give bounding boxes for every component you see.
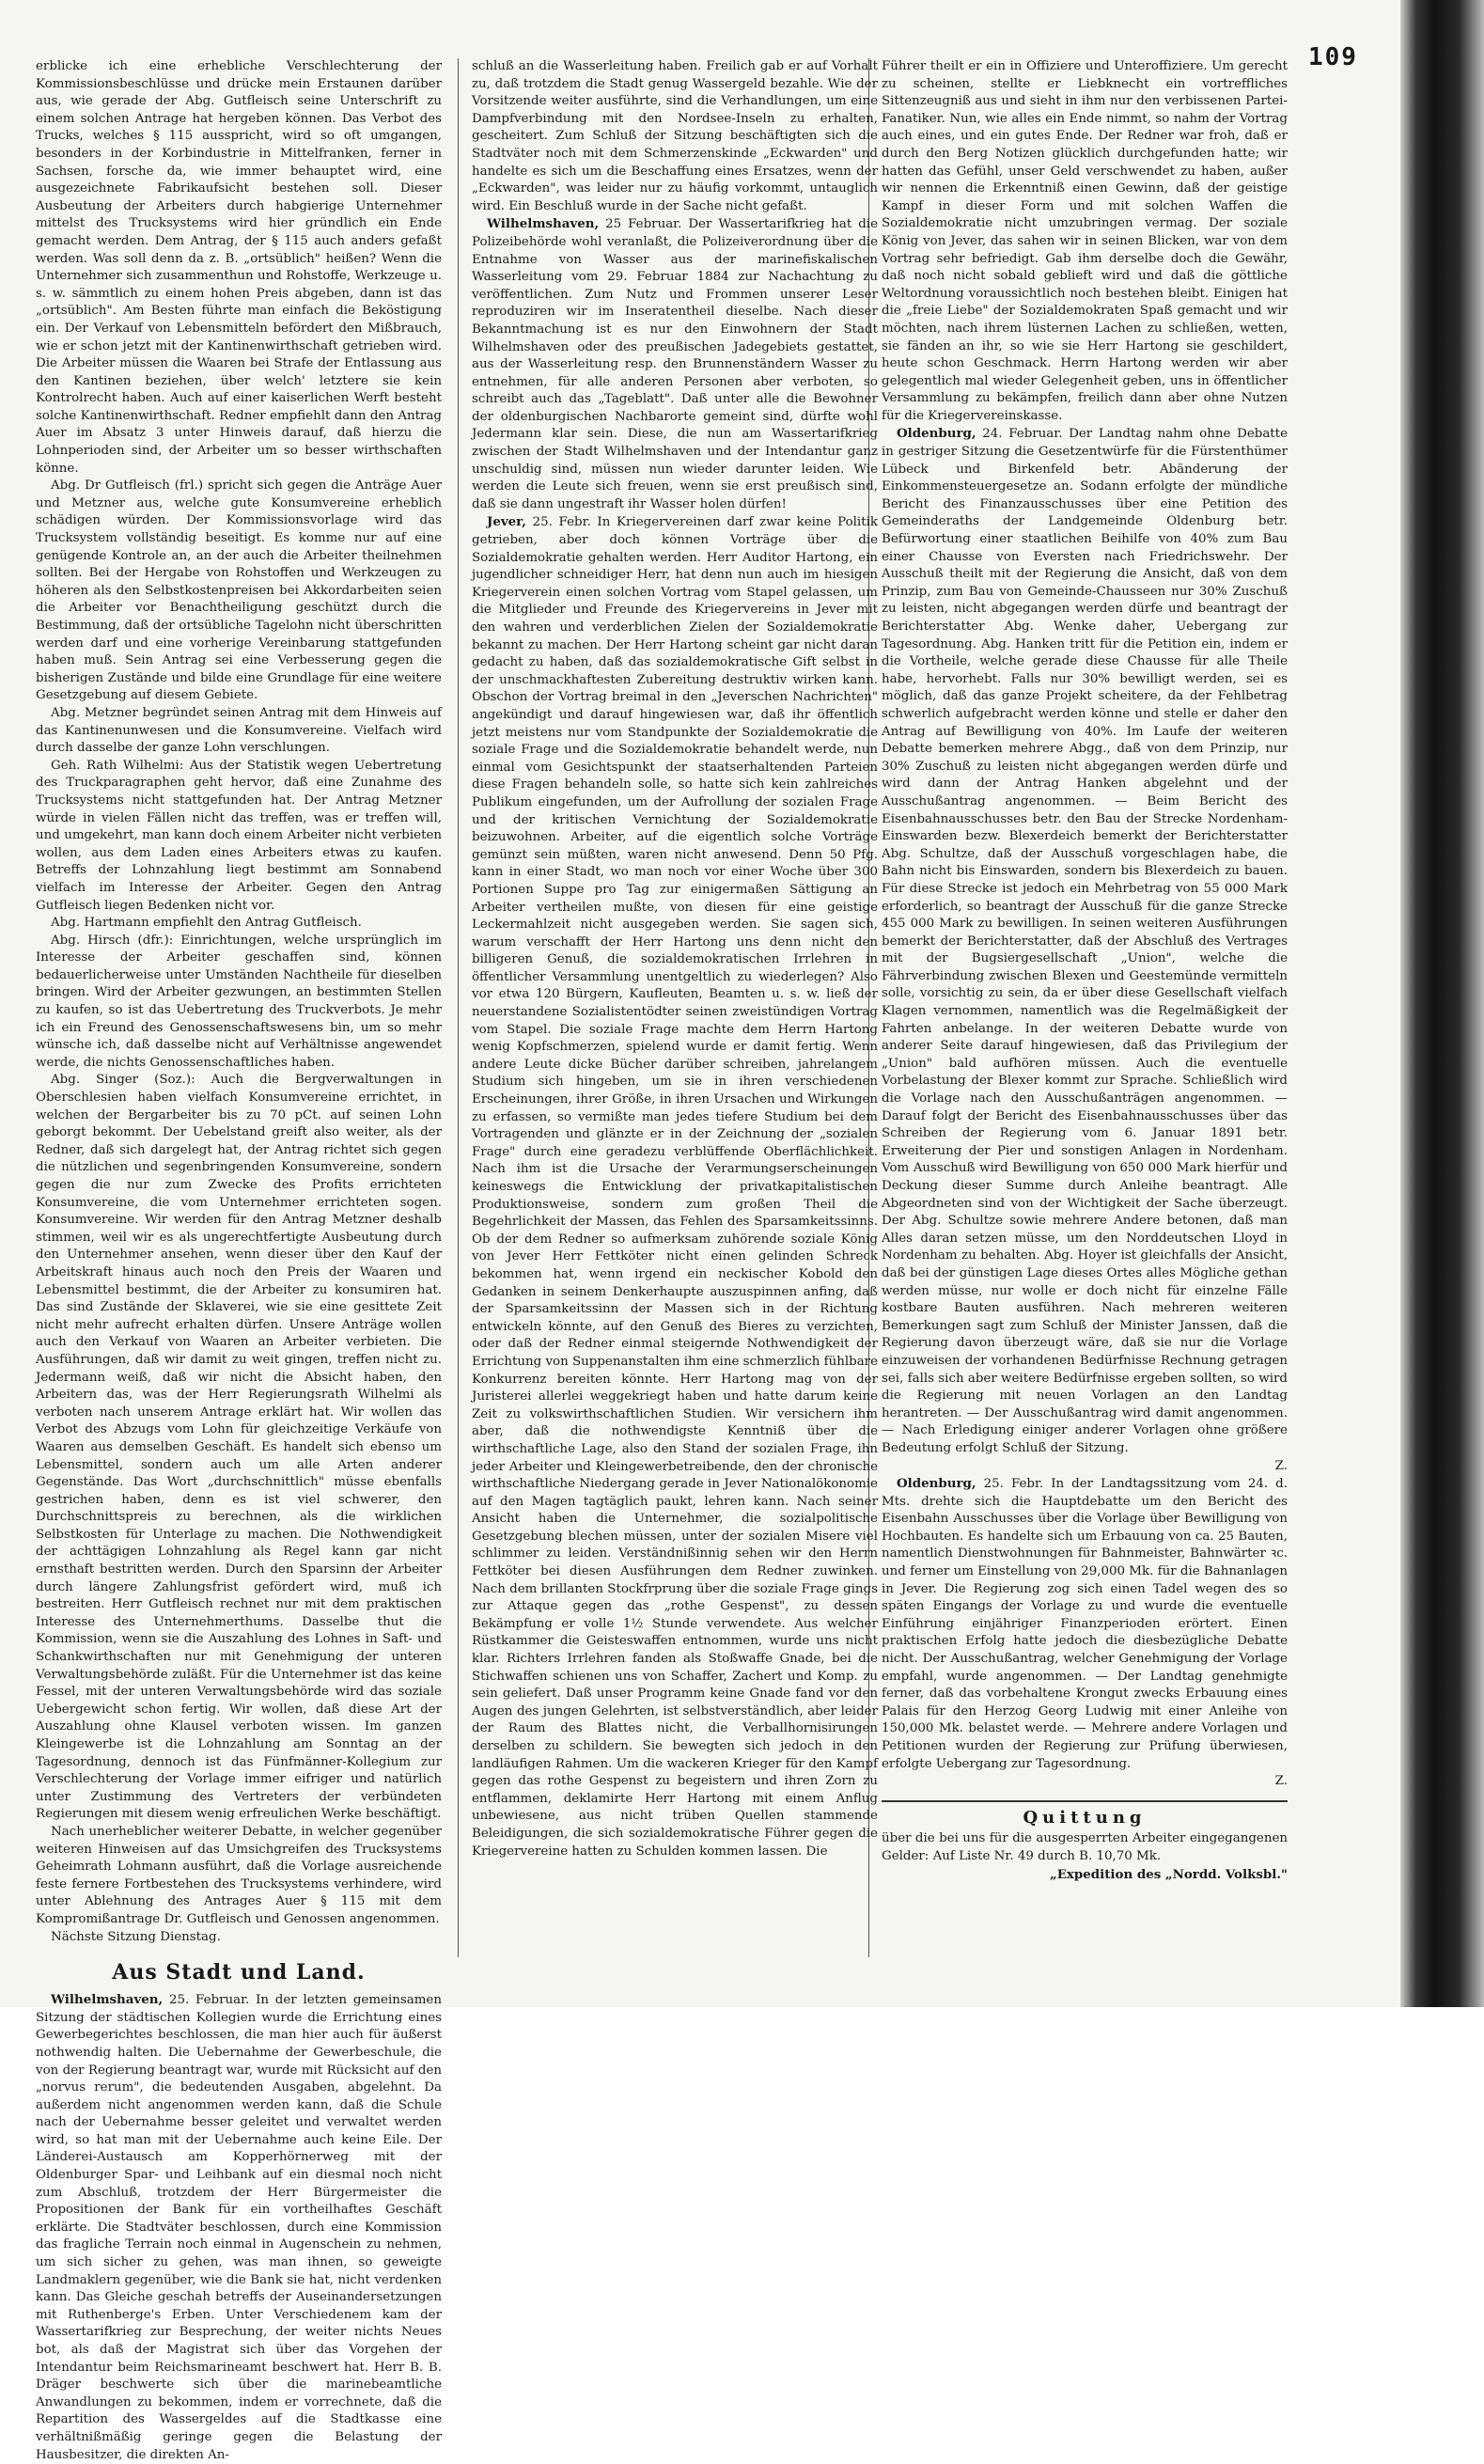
paragraph: erblicke ich eine erhebliche Verschlechterung der Kommissionsbeschlüsse und drücke mein Erstaunen darüber aus, wie gerade der Abg. Gutfleisch seine Unterschrift zu einem solchen Antrage hat hergeben können. Das Verbot des Trucks, welches § 115 ausspricht, wird so oft umgangen, besonders in der Korbindustrie in Mittelfranken, ferner in Sachsen, forsche da, wie immer behauptet wird, eine ausgezeichnete Fabrikaufsicht bestehen soll. Dieser Ausbeutung der Arbeiters durch habgierige Unternehmer mittelst des Trucksystems wird hier gründlich ein Ende gemacht werden. Dem Antrag, der § 115 auch anders gefaßt werden. Was soll denn da z. B. „ortsüblich" heißen? Wenn die Unternehmer sich zusammenthun und Rohstoffe, Werkzeuge u. s. w. sämmtlich zu einem hohen Preis abgeben, dann ist das „ortsüblich". Am Besten führte man einfach die Beköstigung ein. Der Verkauf von Lebensmitteln befördert den Mißbrauch, wie er schon jetzt mit der Kantinenwirthschaft getrieben wird. Die Arbeiter müssen die Waaren bei Strafe der Entlassung aus den Kantinen beziehen, über welch' letztere sie kein Kontrolrecht haben. Auch auf einer kaiserlichen Werft besteht solche Kantinenwirthschaft. Redner empfiehlt dann den Antrag Auer im Absatz 3 unter Hinweis darauf, daß hierzu die Lohnperioden sind, der Arbeiter um so besser wirthschaften könne.: [36, 59, 442, 476]
news-text: 25. Febr. In der Landtagssitzung vom 24. d. Mts. drehte sich die Hauptdebatte um den Bericht des Eisenbahn Ausschusses über die Vorlage über Bewilligung von Hochbauten. Es handelte sich um Erbauung von ca. 25 Bauten, namentlich Dienstwohnungen für Bahnmeister, Bahnwärter ꝛc. und ferner um Einstellung von 29,000 Mk. für die Bahnanlagen in Jever. Die Regierung zog sich einen Tadel wegen des so späten Eingangs der Vorlage zu und wurde die eventuelle Einführung einjähriger Finanzperioden erörtert. Einen praktischen Erfolg hatte jedoch die diesbezügliche Debatte nicht. Der Ausschußantrag, welcher Genehmigung der Vorlage empfahl, wurde angenommen. — Der Landtag genehmigte ferner, daß das vorbehaltene Krongut zwecks Erbauung eines Palais für den Herzog Georg Ludwig mit einer Anleihe von 150,000 Mk. belastet werde. — Mehrere andere Vorlagen und Petitionen wurden der Regierung zur Prüfung überwiesen, erfolgte Uebergang zur Tagesordnung.: [882, 1477, 1288, 1771]
news-item: [882, 425, 1288, 1457]
paragraph: Abg. Hartmann empfiehlt den Antrag Gutfleisch.: [51, 916, 362, 931]
section-heading: Aus Stadt und Land.: [112, 1960, 366, 1985]
paragraph: Nächste Sitzung Dienstag.: [51, 1929, 221, 1944]
dateline-place: Oldenburg,: [897, 1476, 976, 1492]
news-text: 25. Februar. In der letzten gemeinsamen Sitzung der städtischen Kollegien wurde die Errichtung eines Gewerbegerichtes beschlossen, die man hier auch für äußerst nothwendig halten. Die Uebernahme der Gewerbeschule, die von der Regierung beantragt war, wurde mit Rücksicht auf den „norvus rerum", die bedeutenden Ausgaben, abgelehnt. Da außerdem nicht angenommen werden kann, daß die Schule nach der Uebernahme besser geleitet und verwaltet werden wird, so hat man mit der Uebernahme auch keine Eile. Der Länderei-Austausch am Kopperhörnerweg mit der Oldenburger Spar- und Leihbank auf ein diesmal noch nicht zum Abschluß, trotzdem der Herr Bürgermeister die Propositionen der Bank für ein vortheilhaftes Geschäft erklärte. Die Stadtväter beschlossen, durch eine Kommission das fragliche Terrain noch einmal in Augenschein zu nehmen, um sich sicher zu gehen, was man ihnen, so geweigte Landmaklern gegenüber, wie die Bank sie hat, nicht verdenken kann. Das Gleiche geschah betreffs der Auseinandersetzungen mit Ruthenberge's Erben. Unter Verschiedenem kam der Wassertarifkrieg zur Besprechung, der weiter nichts Neues bot, als daß der Magistrat sich über das Vorgehen der Intendantur beim Reichsmarineamt beschwert hat. Herr B. B. Dräger beschwerte sich über die marinebeamtliche Anwandlungen zu bekommen, indem er vorrechnete, daß die Repartition des Wassergeldes auf die Stadtkasse eine verhältnißmäßig geringe gegen die Belastung der Hausbesitzer, die direkten An-: [36, 1993, 442, 2462]
news-text: 25 Februar. Der Wassertarifkrieg hat die Polizeibehörde wohl veranlaßt, die Polizeiverordnung über die Entnahme von Wasser aus der marinefiskalischen Wasserleitung vom 29. Februar 1884 zur Nachachtung zu veröffentlichen. Zum Nutz und Frommen unserer Leser reproduziren wir im Inseratentheil dieselbe. Nach dieser Bekanntmachung ist es nur den Einwohnern der Stadt Wilhelmshaven oder des preußischen Jadegebiets gestattet, aus der Wasserleitung resp. den Brunnenständern Wasser zu entnehmen, für alle anderen Personen aber verboten, so schreibt auch das „Tageblatt". Daß unter alle die Bewohner der oldenburgischen Nachbarorte gemeint sind, dürfte wohl Jedermann klar sein. Diese, die nun am Wassertarifkrieg zwischen der Stadt Wilhelmshaven und der Intendantur ganz unschuldig sind, müssen nun wieder darunter leiden. Wie werden die Leute sich freuen, wenn sie erst preußisch sind, daß sie dann ungestraft ihr Wasser holen dürfen!: [472, 217, 878, 511]
news-item: [36, 1991, 442, 2464]
paragraph: Abg. Singer (Soz.): Auch die Bergverwaltungen in Oberschlesien haben vielfach Konsumvereine errichtet, in welchen der Bergarbeiter bis zu 70 pCt. auf seinen Lohn geborgt bekommt. Der Uebelstand greift also weiter, als der Redner, daß sich dargelegt hat, der Antrag richtet sich gegen die nützlichen und segenbringenden Konsumvereine, sondern gegen die nur zum Zwecke des Profits errichteten Konsumvereine, die vom Unternehmer errichteten sogen. Konsumvereine. Wir werden für den Antrag Metzner deshalb stimmen, weil wir es als ungerechtfertigte Ausbeutung durch den Unternehmer ansehen, wenn dieser über den Kauf der Arbeitskraft hinaus auch noch den Preis der Waaren und Lebensmittel bestimmt, die der Arbeiter zu konsumiren hat. Das sind Zustände der Sklaverei, wie sie eine gesittete Zeit nicht mehr aufrecht erhalten dürfen. Unsere Anträge wollen auch den Verkauf von Waaren an Arbeiter verbieten. Die Ausführungen, daß wir damit zu weit gingen, treffen nicht zu. Jedermann weiß, daß wir nicht die Absicht haben, den Arbeitern das, was der Herr Regierungsrath Wilhelmi als verboten nach unserem Antrage erklärt hat. Wir wollen das Verbot des Abzugs vom Lohn für gleichzeitige Verkäufe von Waaren aus demselben Geschäft. Es handelt sich ebenso um Lebensmittel, sondern auch um alle Arten anderer Gegenstände. Das Wort „durchschnittlich" müsse ebenfalls gestrichen haben, denn es ist viel schwerer, den Durchschnittspreis zu berechnen, als die wirklichen Selbstkosten für Unterlage zu machen. Die Nothwendigkeit der achttägigen Lohnzahlung als Regel kann gar nicht ernsthaft bestritten werden. Durch den Sparsinn der Arbeiter durch längere Zahlungsfrist gefördert wird, muß ich bestreiten. Herr Gutfleisch rechnet nur mit dem praktischen Interesse des Unternehmerthums. Dasselbe thut die Kommission, wenn sie die Auszahlung des Lohnes in Saft- und Schankwirthschaften nur mit Genehmigung der unteren Verwaltungsbehörde zuläßt. Für die Unternehmer ist das keine Fessel, mit der unteren Verwaltungsbehörde wird das soziale Uebergewicht schon fertig. Wir wollen, daß diese Art der Auszahlung ohne Klausel verboten wissen. Im ganzen Kleingewerbe ist die Lohnzahlung am Sonntag an der Tagesordnung, dennoch ist das Fünfmänner-Kollegium zur Verschlechterung der Vorlage immer eifriger und natürlich unter Zustimmung des Vertreters der verbündeten Regierungen mit diesem wenig erfreulichen Werke beschäftigt.: [36, 1073, 442, 1822]
dateline-place: Wilhelmshaven,: [487, 216, 600, 232]
dateline-place: Wilhelmshaven,: [51, 1992, 164, 2008]
column-3: [882, 58, 1288, 1967]
column-divider: [458, 58, 459, 1957]
paragraph: schluß an die Wasserleitung haben. Freilich gab er auf Vorhalt zu, daß trotzdem die Stadt genug Wassergeld bezahle. Wie der Vorsitzende weiter ausführte, sind die Verhandlungen, um eine Dampfverbindung mit den Nordsee-Inseln zu erhalten, gescheitert. Zum Schluß der Sitzung beschäftigten sich die Stadtväter noch mit dem Schmerzenskinde „Eckwarden" und handelte es sich um die Beschaffung eines Ersatzes, wenn der „Eckwarden", was leider nur zu häufig vorkommt, untauglich wird. Ein Beschluß wurde in der Sache nicht gefaßt.: [472, 59, 878, 213]
book-binding-edge: [1400, 0, 1484, 2007]
news-text: 25. Febr. In Kriegervereinen darf zwar keine Politik getrieben, aber doch können Vorträge über die Sozialdemokratie gehalten werden. Herr Auditor Hartong, ein jugendlicher schneidiger Herr, hat denn nun auch im hiesigen Kriegerverein einen solchen Vortrag vom Stapel gelassen, um die Mitglieder und Freunde des Kriegervereins in Jever mit den wahren und verderblichen Zielen der Sozialdemokratie bekannt zu machen. Der Herr Hartong scheint gar nicht daran gedacht zu haben, daß das sozialdemokratische Gift selbst in der unschmackhaftesten Zubereitung destruktiv wirken kann. Obschon der Vortrag breimal in den „Jeverschen Nachrichten" angekündigt und darauf hingewiesen war, daß ihr öffentlich jetzt meistens nur vom Standpunkte der Sozialdemokratie die soziale Frage und die Sozialdemokratie behandelt werde, nun einmal vom Gesichtspunkt der staatserhaltenden Parteien diese Fragen behandeln solle, so hatte sich kein zahlreiches Publikum eingefunden, um der Aufrollung der sozialen Frage und der kritischen Vernichtung der Sozialdemokratie beizuwohnen. Arbeiter, auf die eigentlich solche Vorträge gemünzt sein müßten, waren nicht anwesend. Denn 50 Pfg. kann in einer Stadt, wo man noch vor einer Woche über 300 Portionen Suppe pro Tag zur einigermaßen Sättigung an Arbeiter vertheilen mußte, von diesen für eine geistige Leckermahlzeit nicht ausgegeben werden. Sie sagen sich, warum verschafft der Herr Hartong uns denn nicht den billigeren Genuß, die sozialdemokratischen Irrlehren in öffentlicher Versammlung unentgeltlich zu wiederlegen? Also vor etwa 120 Bürgern, Kaufleuten, Beamten u. s. w. ließ der neuerstandene Sozialistentödter seinen zweistündigen Vortrag vom Stapel. Die soziale Frage machte dem Herrn Hartong wenig Kopfschmerzen, spielend wurde er damit fertig. Wenn andere Leute dicke Bücher darüber schreiben, jahrelangem Studium sich hingeben, um sie in ihren verschiedenen Erscheinungen, ihrer Größe, in ihren Ursachen und Wirkungen zu erfassen, so vermißte man jedes tiefere Studium bei dem Vortragenden und glänzte er in der Zeichnung der „sozialen Frage" durch eine geradezu verblüffende Oberflächlichkeit. Nach ihm ist die Ursache der Verarmungserscheinungen keineswegs die Entwicklung der privatkapitalistischen Produktionsweise, sondern zum großen Theil die Begehrlichkeit der Massen, das Fehlen des Sparsamkeitssinns. Ob der dem Redner so aufmerksam zuhörende soziale König von Jever Herr Fettköter nicht einen gelinden Schreck bekommen hat, wenn irgend ein neckischer Kobold den Gedanken in seinem Denkerhaupte auszuspinnen anfing, daß der Sparsamkeitssinn der Massen sich in der Richtung entwickeln könnte, auf den Genuß des Bieres zu verzichten, oder daß der Redner einmal steigernde Nothwendigkeit der Errichtung von Suppenanstalten ihm eine schmerzlich fühlbare Konkurrenz bereiten könnte. Herr Hartong mag von der Juristerei allerlei weggekriegt haben und hatte darum keine Zeit zu volkswirthschaftlichen Studien. Wir versichern ihm aber, daß die nothwendigste Kenntniß über die wirthschaftliche Lage, also den Stand der sozialen Frage, ihn jeder Arbeiter und Kleingewerbetreibende, den der chronische wirthschaftliche Niedergang gerade in Jever Nationalökonomie auf den Magen tagtäglich paukt, lehren kann. Nach seiner Ansicht haben die Unternehmer, die sozialpolitische Gesetzgebung blechen müssen, unter der sozialen Misere viel schlimmer zu leiden. Verständnißinnig sehen wir den Herrn Fettköter bei diesen Ausführungen dem Redner zuwinken. Nach dem brillanten Stockfrprung über die soziale Frage gings zur Attaque gegen das „rothe Gespenst", zu dessen Bekämpfung er volle 1½ Stunde verwendete. Aus welcher Rüstkammer die Geisteswaffen entnommen, wurde uns nicht klar. Richters Irrlehren fanden als Stoßwaffe Gnade, bei die Stichwaffen schienen uns von Schaffer, Zachert und Komp. zu sein geliefert. Daß unser Programm keine Gnade fand vor den Augen des jungen Gelehrten, ist selbstverständlich, aber leider der Raum des Blattes nicht, die Verballhornisirungen derselben zu schildern. Sie bewegten sich jedoch in den landläufigen Rahmen. Um die wackeren Krieger für den Kampf gegen das rothe Gespenst zu begeistern und ihren Zorn zu entflammen, deklamirte Herr Hartong mit einem Anflug unbewiesene, aus nicht trüben Quellen stammende Beleidigungen, die sich sozialdemokratische Führer gegen die Kriegervereine hatten zu Schulden kommen lassen. Die: [472, 515, 879, 1859]
column-2: [472, 58, 878, 1967]
paragraph: Geh. Rath Wilhelmi: Aus der Statistik wegen Uebertretung des Truckparagraphen geht hervor, daß eine Zunahme des Trucksystems nicht stattgefunden hat. Der Antrag Metzner würde in vielen Fällen nicht das treffen, was er treffen will, und umgekehrt, man kann doch einem Arbeiter nicht verbieten wollen, aus dem Laden eines Arbeiters etwas zu kaufen. Betreffs der Lohnzahlung liegt bestimmt am Sonnabend vielfach im Interesse der Arbeiter. Gegen den Antrag Gutfleisch liegen Bedenken nicht vor.: [36, 758, 442, 913]
paragraph: Nach unerheblicher weiterer Debatte, in welcher gegenüber weiteren Hinweisen auf das Umsichgreifen des Trucksystems Geheimrath Lohmann ausführt, daß die Vorlage ausreichende feste fernere Fortbestehen des Trucksystems verhindere, wird unter Ablehnung des Antrages Auer § 115 mit dem Kompromißantrage Dr. Gutfleisch und Genossen angenommen.: [36, 1824, 442, 1926]
author-signature: Z.: [1274, 1774, 1288, 1789]
news-text: 24. Februar. Der Landtag nahm ohne Debatte in gestriger Sitzung die Gesetzentwürfe für die Fürstenthümer Lübeck und Birkenfeld betr. Abänderung der Einkommensteuergesetze an. Sodann erfolgte der mündliche Bericht des Finanzausschusses über eine Petition des Gemeinderaths der Landgemeinde Oldenburg betr. Befürwortung einer staatlichen Beihilfe von 40% zum Bau einer Chausse von Eversten nach Friedrichswehr. Der Ausschuß theilt mit der Regierung die Ansicht, daß von dem Prinzip, zum Bau von Gemeinde-Chausseen nur 30% Zuschuß zu leisten, nicht abgegangen werden dürfe und beantragt der Berichterstatter Abg. Wenke daher, Uebergang zur Tagesordnung. Abg. Hanken tritt für die Petition ein, indem er die Vortheile, welche gerade diese Chausse für alle Theile habe, hervorhebt. Falls nur 30% bewilligt werden, sei es möglich, daß das ganze Projekt scheitere, da der Fehlbetrag schwerlich aufgebracht werden könne und stelle er daher den Antrag auf Bewilligung von 40%. Im Laufe der weiteren Debatte bemerken mehrere Abgg., daß von dem Prinzip, nur 30% Zuschuß zu leisten nicht abgegangen werden dürfe und wird dann der Antrag Hanken abgelehnt und der Ausschußantrag angenommen. — Beim Bericht des Eisenbahnausschusses betr. den Bau der Strecke Nordenham-Einswarden bezw. Blexerdeich bemerkt der Berichterstatter Abg. Schultze, daß der Ausschuß vorgeschlagen habe, die Bahn nicht bis Einswarden, sondern bis Blexerdeich zu bauen. Für diese Strecke ist jedoch ein Mehrbetrag von 55 000 Mark erforderlich, so beantragt der Ausschuß für die ganze Strecke 455 000 Mark zu bewilligen. In seinen weiteren Ausführungen bemerkt der Berichterstatter, daß der Abschluß des Vertrages mit der Bugsiergesellschaft „Union", welche die Fährverbindung zwischen Blexen und Geestemünde vermitteln solle, vorsichtig zu sein, da er über diese Gesellschaft vielfach Klagen vernommen, namentlich was die Regelmäßigkeit der Fahrten anbelange. In der weiteren Debatte wurde von anderer Seite darauf hingewiesen, daß das Privilegium der „Union" bald aufhören müssen. Auch die eventuelle Vorbelastung der Blexer kommt zur Sprache. Schließlich wird die Vorlage nach den Ausschußanträgen angenommen. — Darauf folgt der Bericht des Eisenbahnausschusses über das Schreiben der Regierung vom 6. Januar 1891 betr. Erweiterung der Pier und sonstigen Anlagen in Nordenham. Vom Ausschuß wird Bewilligung von 650 000 Mark hierfür und Deckung dieser Summe durch Anleihe beantragt. Alle Abgeordneten sind von der Wichtigkeit der Sache überzeugt. Der Abg. Schultze sowie mehrere Andere betonen, daß man Alles daran setzen müsse, um den Norddeutschen Lloyd in Nordenham zu behalten. Abg. Hoyer ist gleichfalls der Ansicht, daß bei der günstigen Lage dieses Ortes alles Mögliche gethan werden müsse, nur wolle er doch nicht für einzelne Fälle kostbare Bauten ausführen. Nach mehreren weiteren Bemerkungen sagt zum Schluß der Minister Janssen, daß die Regierung davon überzeugt wäre, daß sie nur die Vorlage einzuweisen der vorhandenen Bedürfnisse Rechnung getragen sei, falls sich aber weitere Bedürfnisse ergeben sollten, so wird die Regierung mit neuen Vorlagen an den Landtag herantreten. — Der Ausschußantrag wird damit angenommen. — Nach Erledigung einiger anderer Vorlagen ohne größere Bedeutung erfolgt Schluß der Sitzung.: [882, 427, 1288, 1455]
news-item: [472, 215, 878, 513]
news-item: [882, 1475, 1288, 1773]
paragraph: Abg. Metzner begründet seinen Antrag mit dem Hinweis auf das Kantinenunwesen und die Konsumvereine. Vielfach wird durch dasselbe der ganze Lohn verschlungen.: [36, 705, 442, 756]
author-signature: Z.: [1274, 1458, 1288, 1473]
separator-rule: [882, 1800, 1288, 1802]
receipt-heading: Quittung: [1023, 1807, 1147, 1828]
news-item: [472, 513, 878, 1860]
receipt-sender: „Expedition des „Nordd. Volksbl.": [1050, 1866, 1288, 1882]
column-1: [36, 58, 442, 2462]
page-number: 109: [1308, 43, 1358, 71]
paragraph: Abg. Dr Gutfleisch (frl.) spricht sich gegen die Anträge Auer und Metzner aus, welche gute Konsumvereine erheblich schädigen würden. Der Kommissionsvorlage wird das Trucksystem vollständig beseitigt. Es komme nur auf eine genügende Kontrole an, an der auch die Arbeiter theilnehmen sollten. Bei der Hergabe von Rohstoffen und Werkzeugen zu höheren als den Selbstkostenpreisen bei Akkordarbeiten seien die Arbeiter vor Benachtheiligung geschützt durch die Bestimmung, daß der ortsübliche Tagelohn nicht überschritten werden darf und eine vorherige Vereinbarung stattgefunden haben muß. Sein Antrag sei eine Verbesserung gegen die bisherigen Zustände und bilde eine Grundlage für eine weitere Gesetzgebung auf diesem Gebiete.: [36, 479, 442, 703]
paragraph: Abg. Hirsch (dfr.): Einrichtungen, welche ursprünglich im Interesse der Arbeiter geschaffen sind, können bedauerlicherweise unter Umständen Nachtheile für dieselben bringen. Wird der Arbeiter gezwungen, an bestimmten Stellen zu kaufen, so ist das Uebertretung des Truckverbots. Je mehr ich ein Freund des Genossenschaftswesens bin, um so mehr wünsche ich, daß dasselbe nicht auf Verhältnisse angewendet werde, die nichts Genossenschaftliches haben.: [36, 933, 442, 1070]
dateline-place: Oldenburg,: [897, 426, 976, 442]
receipt-text: über die bei uns für die ausgesperrten Arbeiter eingegangenen Gelder: Auf Liste Nr. 49 durch B. 10,70 Mk.: [882, 1831, 1288, 1863]
dateline-place: Jever,: [487, 514, 526, 530]
paragraph: Führer theilt er ein in Offiziere und Unteroffiziere. Um gerecht zu scheinen, stellte er Liebknecht ein vortreffliches Sittenzeugniß aus und sieht in ihm nur den verbissenen Partei-Fanatiker. Nun, wie alles ein Ende nimmt, so nahm der Vortrag auch eines, und ein gutes Ende. Der Redner war froh, daß er durch den Berg Notizen glücklich durchgefunden hatte; wir hatten das Gefühl, unser Geld verschwendet zu haben, außer wir nennen die Erkenntniß einen Gewinn, daß der geistige Kampf in dieser Form und mit solchen Waffen die Sozialdemokratie nicht umzubringen vermag. Der soziale König von Jever, das sahen wir in seinen Blicken, war von dem Vortrag sehr befriedigt. Gab ihm derselbe doch die Gewähr, daß noch nicht sobald geblieft wird und daß die göttliche Weltordnung voraussichtlich noch bestehen bleibt. Einigen hat die „freie Liebe" der Sozialdemokraten Spaß gemacht und wir möchten, nach ihrem lüsternen Lachen zu schließen, wetten, sie fänden an ihr, so wie sie Herr Hartong sie geschildert, heute schon Geschmack. Herrn Hartong werden wir aber gelegentlich mal wieder Gelegenheit geben, uns in öffentlicher Versammlung zu bekämpfen, freilich dann aber ohne Nutzen für die Kriegervereinskasse.: [882, 59, 1288, 423]
